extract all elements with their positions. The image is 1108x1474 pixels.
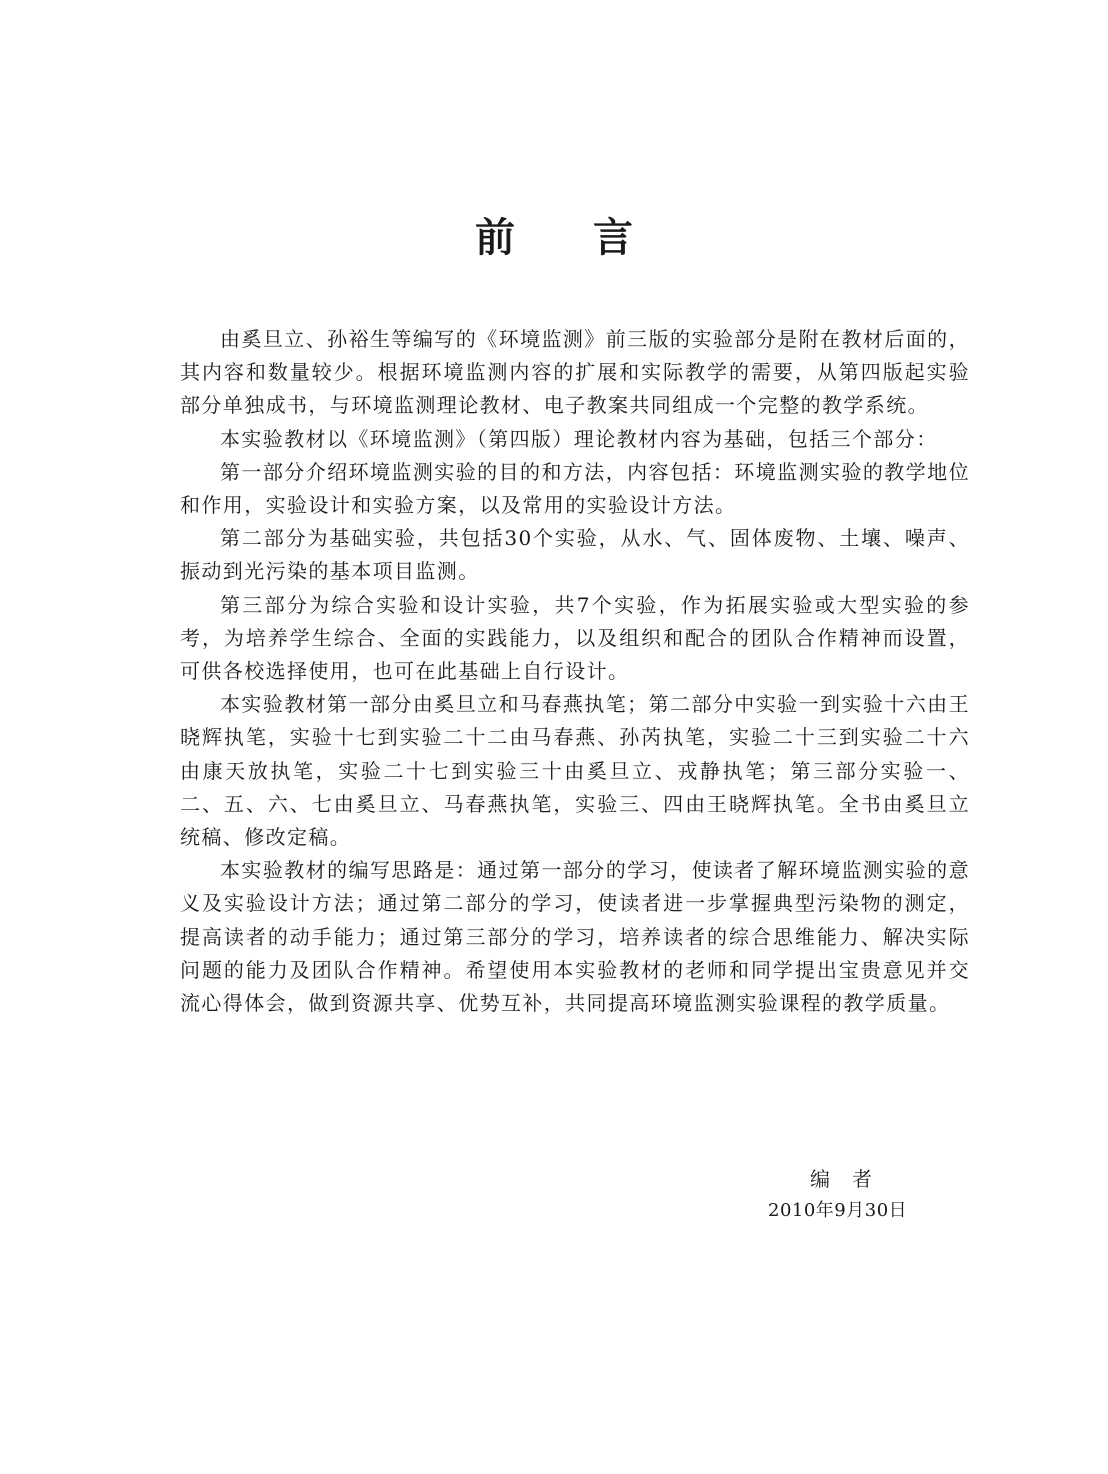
page-title: 前言	[475, 215, 711, 261]
paragraph-origin: 由奚旦立、孙裕生等编写的《环境监测》前三版的实验部分是附在教材后面的，其内容和数量较少。根据环境监测内容的扩展和实际教学的需要，从第四版起实验部分单独成书，与环境监测理论教材、电子教案共同组成一个完整的教学系统。	[180, 327, 970, 418]
paragraph-part-two: 第二部分为基础实验，共包括30个实验，从水、气、固体废物、土壤、噪声、振动到光污染的基本项目监测。	[180, 526, 970, 584]
paragraph-part-one: 第一部分介绍环境监测实验的目的和方法，内容包括：环境监测实验的教学地位和作用，实验设计和实验方案，以及常用的实验设计方法。	[180, 459, 970, 518]
preface-body	[180, 323, 970, 1020]
paragraph-overview: 本实验教材以《环境监测》（第四版）理论教材内容为基础，包括三个部分：	[220, 426, 938, 451]
paragraph-part-three: 第三部分为综合实验和设计实验，共7个实验，作为拓展实验或大型实验的参考，为培养学生综合、全面的实践能力，以及组织和配合的团队合作精神而设置，可供各校选择使用，也可在此基础上自行设计。	[180, 592, 970, 684]
signature-block	[740, 1164, 980, 1226]
paragraph-authors: 本实验教材第一部分由奚旦立和马春燕执笔；第二部分中实验一到实验十六由王晓辉执笔，实验十七到实验二十二由马春燕、孙芮执笔，实验二十三到实验二十六由康天放执笔，实验二十七到实验三十由奚旦立、戎静执笔；第三部分实验一、二、五、六、七由奚旦立、马春燕执笔，实验三、四由王晓辉执笔。全书由奚旦立统稿、修改定稿。	[180, 692, 970, 850]
signature-author: 编者	[810, 1167, 894, 1191]
paragraph-approach: 本实验教材的编写思路是：通过第一部分的学习，使读者了解环境监测实验的意义及实验设计方法；通过第二部分的学习，使读者进一步掌握典型污染物的测定，提高读者的动手能力；通过第三部分的学习，培养读者的综合思维能力、解决实际问题的能力及团队合作精神。希望使用本实验教材的老师和同学提出宝贵意见并交流心得体会，做到资源共享、优势互补，共同提高环境监测实验课程的教学质量。	[180, 858, 970, 1016]
signature-date: 2010年9月30日	[768, 1200, 908, 1221]
